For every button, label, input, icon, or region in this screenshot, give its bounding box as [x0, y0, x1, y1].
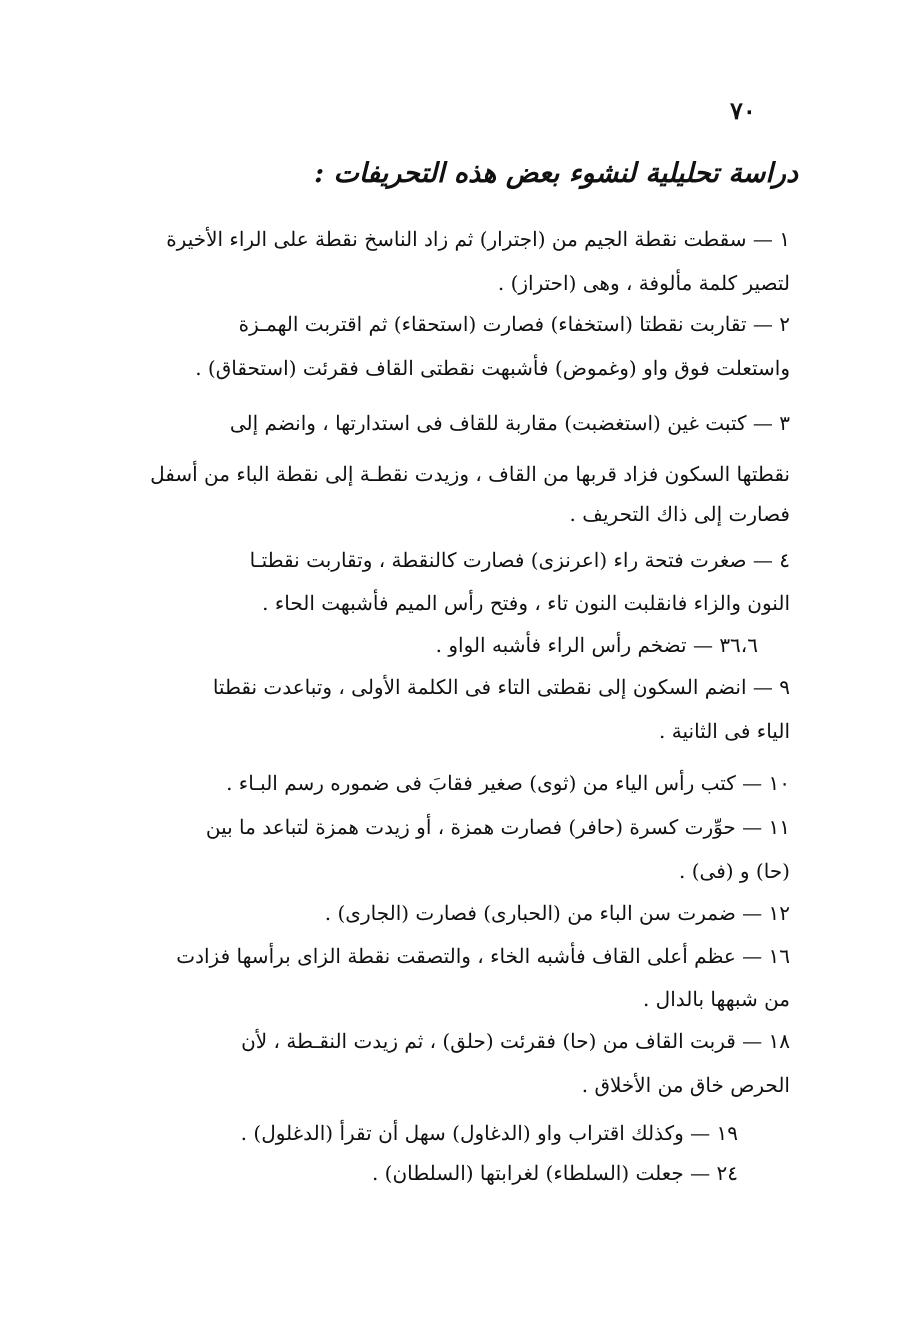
text-line: واستعلت فوق واو (وغموض) فأشبهت نقطتى القاف فقرئت (استحقاق) . — [195, 356, 790, 380]
text-line: (حا) و (فى) . — [679, 859, 790, 883]
text-line: ١٢ — ضمرت سن الباء من (الحبارى) فصارت (الجارى) . — [324, 901, 790, 925]
text-line: ١٠ — كتب رأس الياء من (ثوى) صغير فقابَ فى ضموره رسم البـاء . — [226, 771, 790, 795]
text-line: نقطتها السكون فزاد قربها من القاف ، وزيدت نقطـة إلى نقطة الباء من أسفل — [150, 462, 790, 486]
text-line: ١٨ — قربت القاف من (حا) فقرئت (حلق) ، ثم زيدت النقـطة ، لأن — [241, 1029, 790, 1053]
text-line: لتصير كلمة مألوفة ، وهى (احتراز) . — [497, 271, 790, 295]
text-line: ٢ — تقاربت نقطتا (استخفاء) فصارت (استحقاء) ثم اقتربت الهمـزة — [238, 312, 790, 336]
text-line: ١ — سقطت نقطة الجيم من (اجترار) ثم زاد الناسخ نقطة على الراء الأخيرة — [166, 227, 790, 251]
text-line: ٢٤ — جعلت (السلطاء) لغرابتها (السلطان) . — [371, 1161, 738, 1185]
text-line: ٤ — صغرت فتحة راء (اعرنزى) فصارت كالنقطة ، وتقاربت نقطتـا — [249, 548, 790, 572]
section-title: دراسة تحليلية لنشوء بعض هذه التحريفات : — [314, 158, 798, 189]
text-line: الحرص خاق من الأخلاق . — [581, 1073, 790, 1097]
text-line: النون والزاء فانقلبت النون تاء ، وفتح رأس الميم فأشبهت الحاء . — [262, 591, 790, 615]
text-line: ٩ — انضم السكون إلى نقطتى التاء فى الكلمة الأولى ، وتباعدت نقطتا — [212, 675, 790, 699]
text-line: ١٦ — عظم أعلى القاف فأشبه الخاء ، والتصقت نقطة الزاى برأسها فزادت — [176, 944, 790, 968]
text-line: من شبهها بالدال . — [642, 987, 790, 1011]
page-number: ٧٠ — [730, 96, 756, 125]
text-line: فصارت إلى ذاك التحريف . — [569, 502, 790, 526]
text-line: ١١ — حوِّرت كسرة (حافر) فصارت همزة ، أو زيدت همزة لتباعد ما بين — [205, 815, 790, 839]
text-line: ٣ — كتبت غين (استغضبت) مقاربة للقاف فى استدارتها ، وانضم إلى — [229, 411, 790, 435]
text-line: الياء فى الثانية . — [659, 719, 790, 743]
text-line: ١٩ — وكذلك اقتراب واو (الدغاول) سهل أن تقرأ (الدغلول) . — [240, 1121, 738, 1145]
text-line: ٣٦،٦ — تضخم رأس الراء فأشبه الواو . — [435, 633, 758, 657]
